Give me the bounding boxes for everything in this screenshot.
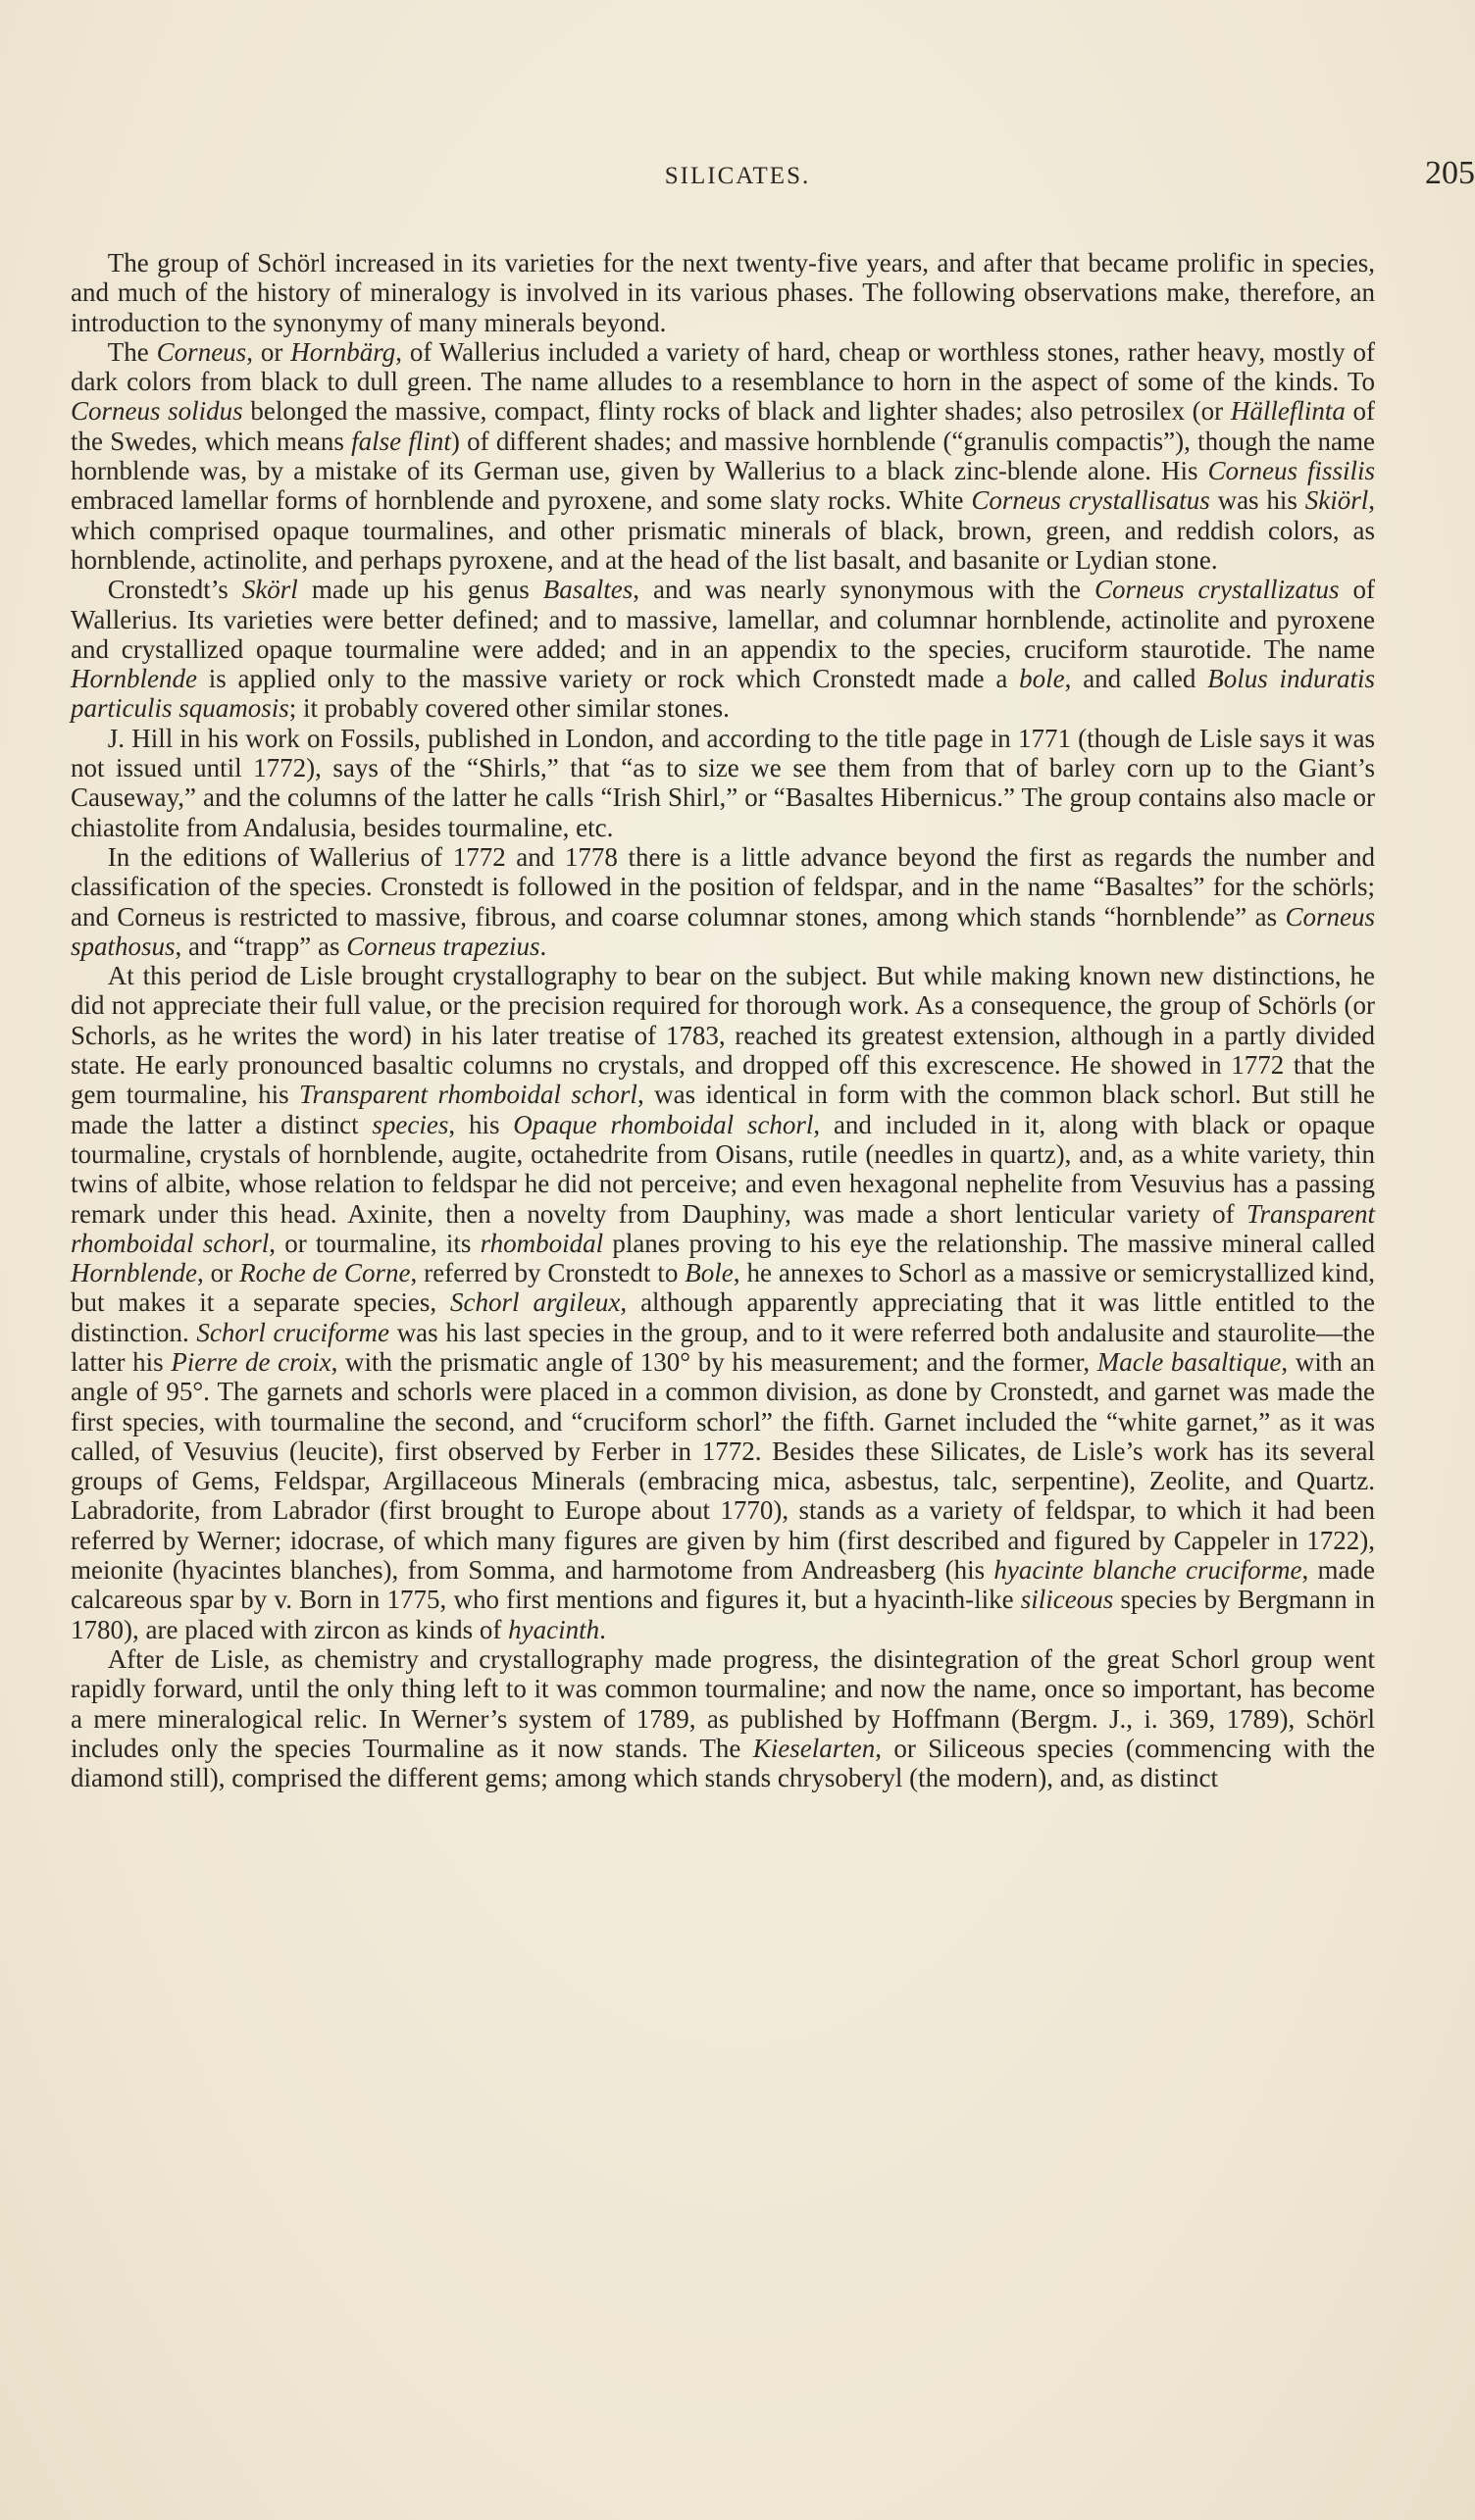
body-text [71, 248, 1375, 1792]
italic-run: Skiörl [1304, 485, 1369, 516]
italic-run: siliceous [1020, 1585, 1114, 1615]
text-run: planes proving to his eye the relationship. The massive mineral called [603, 1228, 1376, 1258]
running-title: SILICATES. [664, 163, 811, 189]
text-run: Cronstedt’s [107, 575, 242, 605]
italic-run: Corneus spathosus [71, 901, 1375, 961]
paragraph [71, 842, 1375, 961]
italic-run: Kieselarten [752, 1733, 876, 1763]
text-run: was his last species in the group, and to it were referred both andalusite and staurolite—the latter his [71, 1317, 1375, 1377]
italic-run: Corneus crystallizatus [1094, 575, 1340, 605]
italic-run: hyacinte blanche cruciforme [993, 1555, 1302, 1586]
italic-run: Hälleflinta [1230, 396, 1346, 427]
text-run: After de Lisle, as chemistry and crystallography made progress, the disintegration of the great Schorl group went rapidly forward, until the only thing left to it was common tourmaline; and now the name, once so important, has become a mere mineralogical relic. In Werner’s system of 1789, as published by Hoffmann (Bergm. J., i. 369, 1789), Schörl includes only the species Tourmaline as it now stands. The [71, 1643, 1375, 1763]
text-run: , he annexes to Schorl as a massive or semicrystallized kind, but makes it a separate species, [71, 1258, 1375, 1318]
paragraph [71, 961, 1375, 1644]
text-run: , his [448, 1109, 514, 1139]
italic-run: Skörl [241, 575, 298, 605]
italic-run: Hornblende [71, 664, 197, 694]
paragraph [71, 575, 1375, 723]
paragraph [71, 248, 1375, 337]
text-run: , with the prismatic angle of 130° by his measurement; and the former, [331, 1346, 1097, 1377]
italic-run: Bole [685, 1258, 734, 1288]
italic-run: rhomboidal [480, 1228, 604, 1258]
text-run: is applied only to the massive variety or rock which Cronstedt made a [196, 664, 1020, 694]
text-run: , or [196, 1258, 240, 1288]
italic-run: Basaltes [542, 575, 634, 605]
text-run: species by Bergmann in 1780), are placed with zircon as kinds of [71, 1585, 1375, 1644]
text-run: was his [1209, 485, 1305, 516]
text-run: of the Swedes, which means [71, 396, 1375, 456]
text-run: , or [246, 336, 291, 367]
text-run: embraced lamellar forms of hornblende and pyroxene, and some slaty rocks. White [71, 485, 972, 516]
paragraph [71, 724, 1375, 842]
italic-run: Pierre de croix [171, 1346, 331, 1377]
italic-run: Transparent rhomboidal schorl [71, 1198, 1375, 1258]
text-run: , made calcareous spar by v. Born in 1775, who first mentions and figures it, but a hyacinth-like [71, 1555, 1375, 1615]
text-run: , of Wallerius included a variety of hard, cheap or worthless stones, rather heavy, mostly of dark colors from black to dull green. The name alludes to a resemblance to horn in the aspect of some of the kinds. To [71, 336, 1375, 397]
italic-run: bole [1019, 664, 1065, 694]
text-run: J. Hill in his work on Fossils, published in London, and according to the title page in 1771 (though de Lisle says it was not issued until 1772), says of the “Shirls,” that “as to size we see them from that of barley corn up to the Giant’s Causeway,” and the columns of the latter he calls “Irish Shirl,” or “Basaltes Hibernicus.” The group contains also macle or chiastolite from Andalusia, besides tourmaline, etc. [71, 723, 1375, 842]
text-run: ) of different shades; and massive hornblende (“granulis compactis”), though the name hornblende was, by a mistake of its German use, given by Wallerius to a black zinc-blende alone. His [71, 426, 1376, 486]
italic-run: Corneus fissilis [1207, 456, 1375, 486]
text-run: , although apparently appreciating that it was little entitled to the distinction. [71, 1287, 1376, 1347]
text-run: , and was nearly synonymous with the [633, 575, 1094, 605]
italic-run: Hornblende [71, 1258, 197, 1288]
text-run: ; it probably covered other similar stones. [288, 693, 730, 724]
text-run: , and called [1064, 664, 1208, 694]
text-run: The group of Schörl increased in its varieties for the next twenty-five years, and after that became prolific in species, and much of the history of mineralogy is involved in its various phases. The following observations make, therefore, an introduction to the synonymy of many minerals beyond. [71, 248, 1375, 337]
text-run: made up his genus [297, 575, 543, 605]
text-run: The [107, 336, 157, 367]
italic-run: Bolus induratis particulis squamosis [71, 664, 1375, 724]
italic-run: species [372, 1109, 449, 1139]
italic-run: Opaque rhomboidal schorl [513, 1109, 814, 1139]
text-run: At this period de Lisle brought crystallography to bear on the subject. But while making known new distinctions, he did not appreciate their full value, or the precision required for thorough work. As a consequence, the group of Schörls (or Schorls, as he writes the word) in his later treatise of 1783, reached its greatest extension, although in a partly divided state. He early pronounced basaltic columns no crystals, and dropped off this excrescence. He showed in 1772 that the gem tourmaline, his [71, 961, 1375, 1110]
paragraph [71, 1644, 1375, 1792]
italic-run: Transparent rhomboidal schorl [299, 1080, 637, 1110]
italic-run: Corneus [156, 336, 247, 367]
italic-run: Corneus crystallisatus [971, 485, 1210, 516]
text-run: belonged the massive, compact, flinty rocks of black and lighter shades; also petrosilex (or [242, 396, 1231, 427]
paragraph [71, 337, 1375, 575]
text-run: . [539, 931, 547, 961]
text-run: , which comprised opaque tourmalines, and other prismatic minerals of black, brown, green, and reddish colors, as hornblende, actinolite, and perhaps pyroxene, and at the head of the list basalt, and basanite or Lydian stone. [71, 485, 1376, 575]
italic-run: Schorl cruciforme [196, 1317, 390, 1347]
text-run: In the editions of Wallerius of 1772 and 1778 there is a little advance beyond the first as regards the number and classification of the species. Cronstedt is followed in the position of feldspar, and in the name “Basaltes” for the schörls; and Corneus is restricted to massive, fibrous, and coarse columnar stones, among which stands “hornblende” as [71, 841, 1375, 932]
italic-run: hyacinth [508, 1614, 600, 1644]
page-number: 205 [1425, 155, 1475, 191]
text-run: , with an angle of 95°. The garnets and schorls were placed in a common division, as done by Cronstedt, and garnet was made the first species, with tourmaline the second, and “cruciform schorl” the fifth. Garnet included the “white garnet,” as it was called, of Vesuvius (leucite), first observed by Ferber in 1772. Besides these Silicates, de Lisle’s work has its several groups of Gems, Feldspar, Argillaceous Minerals (embracing mica, asbestus, talc, serpentine), Zeolite, and Quartz. Labradorite, from Labrador (first brought to Europe about 1770), stands as a variety of feldspar, to which it had been referred by Werner; idocrase, of which many figures are given by him (first described and figured by Cappeler in 1722), meionite (hyacintes blanches), from Somma, and harmotome from Andreasberg (his [71, 1346, 1375, 1586]
text-run: of Wallerius. Its varieties were better defined; and to massive, lamellar, and columnar hornblende, actinolite and pyroxene and crystallized opaque tourmaline were added; and in an appendix to the species, cruciform staurotide. The name [71, 575, 1375, 664]
italic-run: Macle basaltique [1096, 1346, 1282, 1377]
italic-run: Hornbärg [290, 336, 396, 367]
italic-run: Corneus solidus [71, 396, 243, 427]
text-run: , and included in it, along with black or opaque tourmaline, crystals of hornblende, augite, octahedrite from Oisans, rutile (needles in quartz), and, as a white variety, thin twins of albite, whose relation to feldspar he did not perceive; and even hexagonal nephelite from Vesuvius has a passing remark under this head. Axinite, then a novelty from Dauphiny, was made a short lenticular variety of [71, 1109, 1375, 1229]
italic-run: Corneus trapezius [346, 931, 540, 961]
text-run: , was identical in form with the common black schorl. But still he made the latter a distinct [71, 1080, 1375, 1139]
italic-run: false flint [351, 426, 451, 456]
italic-run: Schorl argileux [450, 1287, 621, 1318]
italic-run: Roche de Corne [239, 1258, 411, 1288]
text-run: , or tourmaline, its [269, 1228, 481, 1258]
text-run: , or Siliceous species (commencing with the diamond still), comprised the different gems; among which stands chrysoberyl (the modern), and, as distinct [71, 1733, 1375, 1793]
text-run: , referred by Cronstedt to [410, 1258, 686, 1288]
text-run: , and “trapp” as [175, 931, 347, 961]
text-run: . [599, 1614, 606, 1644]
